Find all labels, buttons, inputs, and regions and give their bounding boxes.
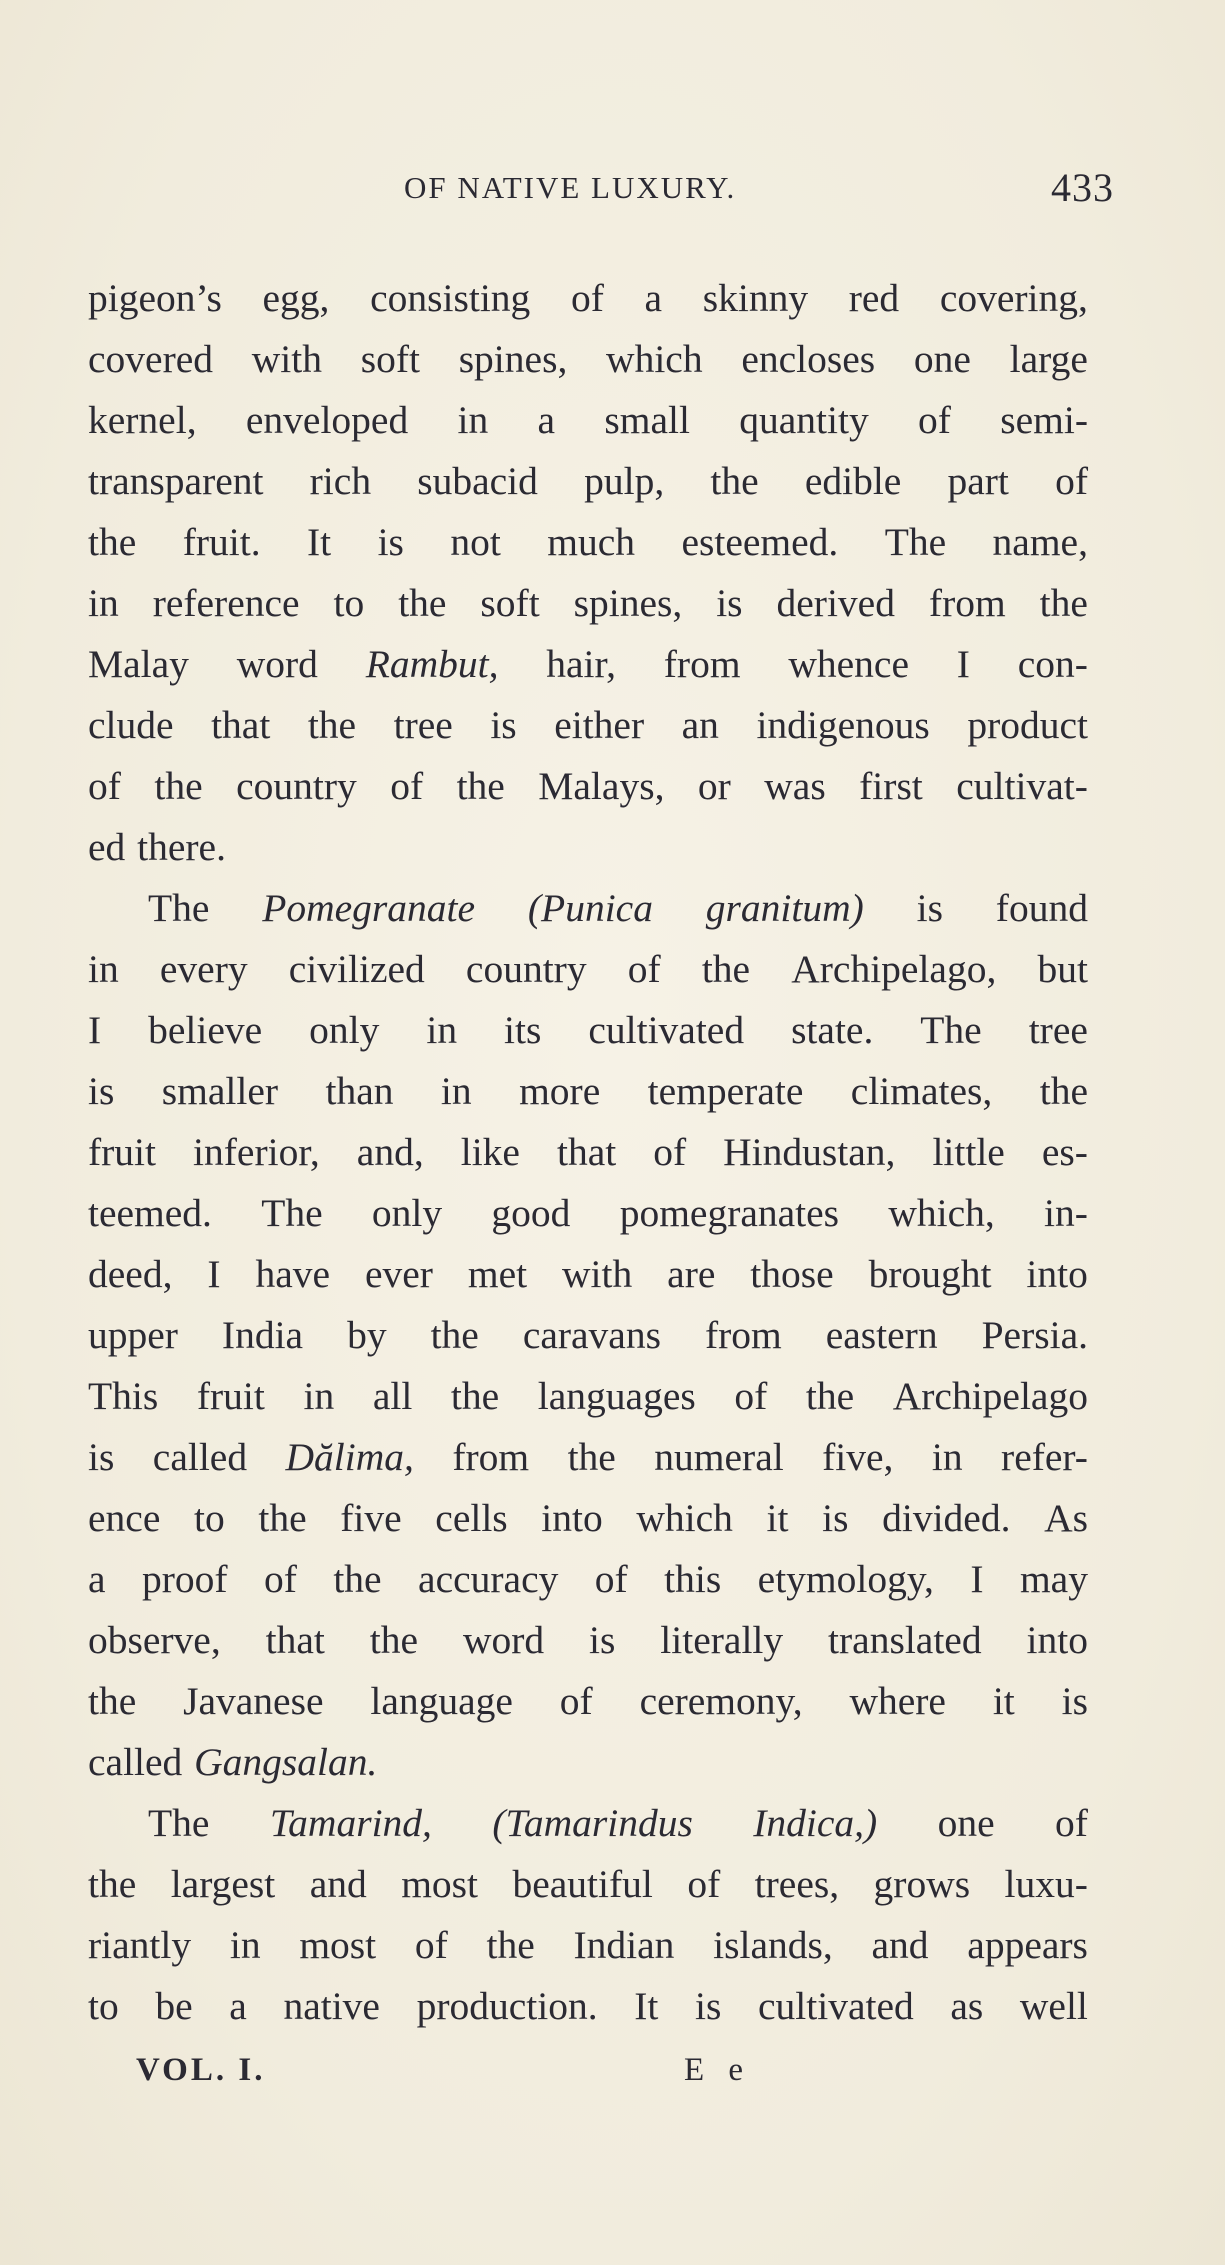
word: transparent [88, 459, 264, 503]
word: of [263, 1557, 297, 1601]
word: eastern [825, 1313, 938, 1357]
word: every [159, 947, 248, 991]
word: called [88, 1740, 183, 1784]
word: have [255, 1252, 331, 1296]
word: country [236, 764, 357, 808]
text-line [88, 1427, 1088, 1488]
word: caravans [522, 1313, 661, 1357]
word: The [884, 520, 947, 564]
word: word [462, 1618, 545, 1662]
word: divided. [882, 1496, 1011, 1540]
text-line [88, 1976, 1088, 2037]
word: appears [967, 1923, 1088, 1967]
word: the [369, 1618, 419, 1662]
word: ed [88, 825, 126, 869]
word: five, [822, 1435, 894, 1479]
word: first [859, 764, 923, 808]
word: Indica,) [753, 1801, 878, 1845]
word: is [1061, 1679, 1088, 1723]
word: more [519, 1069, 601, 1113]
word: in [426, 1008, 458, 1052]
word: The [148, 886, 210, 930]
text-line [88, 1122, 1088, 1183]
word: is [695, 1984, 722, 2028]
text-line [88, 1488, 1088, 1549]
text-line [88, 1671, 1088, 1732]
text-line [88, 1610, 1088, 1671]
word: small [604, 398, 690, 442]
word: of [1055, 459, 1088, 503]
word: the [398, 581, 447, 625]
word: in [440, 1069, 472, 1113]
word: with [251, 337, 322, 381]
word: the [486, 1923, 535, 1967]
word: translated [828, 1618, 982, 1662]
signature-mark: E e [684, 2052, 752, 2088]
word: egg, [262, 276, 330, 320]
word: climates, [850, 1069, 993, 1113]
word: of [390, 764, 424, 808]
word: clude [88, 703, 174, 747]
word: a [88, 1557, 106, 1601]
word: spines, [573, 581, 683, 625]
text-line [88, 817, 1088, 878]
text-line [88, 268, 1088, 329]
word: the [88, 520, 137, 564]
text-line [88, 1732, 1088, 1793]
word: is [716, 581, 743, 625]
word: It [307, 520, 332, 564]
word: As [1044, 1496, 1088, 1540]
word: five [340, 1496, 402, 1540]
word: not [450, 520, 501, 564]
word: but [1037, 947, 1088, 991]
word: where [849, 1679, 946, 1723]
word: in [457, 398, 489, 442]
word: Archipelago, [791, 947, 997, 991]
word: most [299, 1923, 377, 1967]
word: is [377, 520, 404, 564]
word: of [734, 1374, 768, 1418]
word: in [931, 1435, 963, 1479]
word: is [88, 1069, 115, 1113]
word: derived [776, 581, 895, 625]
word: as [950, 1984, 984, 2028]
word: one [913, 337, 971, 381]
word: I [207, 1252, 221, 1296]
word: of [653, 1130, 687, 1174]
word: from [452, 1435, 530, 1479]
word: name, [992, 520, 1088, 564]
word: a [229, 1984, 247, 2028]
word: fruit [196, 1374, 265, 1418]
word: The [148, 1801, 210, 1845]
word: temperate [647, 1069, 804, 1113]
word: teemed. [88, 1191, 212, 1235]
word: luxu- [1004, 1862, 1088, 1906]
word: good [491, 1191, 571, 1235]
word: consisting [370, 276, 531, 320]
running-head [88, 165, 1114, 218]
word: etymology, [757, 1557, 934, 1601]
word: is [916, 886, 943, 930]
word: of [570, 276, 604, 320]
word: with [562, 1252, 633, 1296]
word: pomegranates [619, 1191, 840, 1235]
word: only [309, 1008, 380, 1052]
word: the [701, 947, 751, 991]
word: inferior, [193, 1130, 320, 1174]
text-line [88, 1000, 1088, 1061]
word: proof [141, 1557, 228, 1601]
word: in [88, 947, 119, 991]
word: pigeon’s [88, 276, 222, 320]
word: from [928, 581, 1006, 625]
word: I [88, 1008, 102, 1052]
word: smaller [161, 1069, 279, 1113]
word: grows [873, 1862, 971, 1906]
word: in [88, 581, 119, 625]
word: well [1019, 1984, 1088, 2028]
word: the [1039, 1069, 1088, 1113]
word: Persia. [981, 1313, 1088, 1357]
word: which, [888, 1191, 995, 1235]
word: this [664, 1557, 722, 1601]
word: cultivated [757, 1984, 914, 2028]
word: observe, [88, 1618, 221, 1662]
word: edible [804, 459, 902, 503]
word: are [667, 1252, 716, 1296]
word: native [283, 1984, 380, 2028]
word: of [414, 1923, 448, 1967]
word: be [155, 1984, 193, 2028]
word: cells [435, 1496, 508, 1540]
word: brought [868, 1252, 992, 1296]
word: tree [393, 703, 453, 747]
text-line [88, 1793, 1088, 1854]
word: (Punica [527, 886, 653, 930]
word: literally [660, 1618, 784, 1662]
word: fruit [88, 1130, 157, 1174]
word: is [88, 1435, 115, 1479]
word: is [822, 1496, 849, 1540]
word: ceremony, [639, 1679, 803, 1723]
word: only [371, 1191, 443, 1235]
word: fruit. [182, 520, 261, 564]
word: of [1055, 1801, 1088, 1845]
word: hair, [546, 642, 616, 686]
text-line [88, 1915, 1088, 1976]
word: granitum) [705, 886, 864, 930]
word: large [1009, 337, 1088, 381]
word: soft [480, 581, 540, 625]
word: that [211, 703, 271, 747]
word: is [490, 703, 517, 747]
word: may [1019, 1557, 1088, 1601]
word: one [937, 1801, 995, 1845]
word: state. [791, 1008, 874, 1052]
text-line [88, 1061, 1088, 1122]
running-title: OF NATIVE LUXURY. [404, 170, 737, 205]
word: Javanese [183, 1679, 324, 1723]
word: to [193, 1496, 225, 1540]
word: or [697, 764, 731, 808]
word: the [567, 1435, 616, 1479]
word: of [687, 1862, 721, 1906]
word: it [992, 1679, 1015, 1723]
word: red [848, 276, 900, 320]
text-line [88, 1244, 1088, 1305]
word: upper [88, 1313, 178, 1357]
word: skinny [702, 276, 809, 320]
word: is [589, 1618, 616, 1662]
word: and [309, 1862, 367, 1906]
word: islands, [713, 1923, 833, 1967]
word: Malay [88, 642, 189, 686]
word: into [1026, 1252, 1088, 1296]
word: of [88, 764, 121, 808]
word: India [221, 1313, 304, 1357]
word: esteemed. [681, 520, 839, 564]
word: of [627, 947, 661, 991]
page-footer [136, 2052, 776, 2102]
word: pulp, [584, 459, 665, 503]
word: covering, [939, 276, 1088, 320]
text-line [88, 390, 1088, 451]
word: language [370, 1679, 513, 1723]
word: accuracy [418, 1557, 559, 1601]
word: of [918, 398, 951, 442]
word: covered [88, 337, 213, 381]
word: much [547, 520, 636, 564]
word: which [606, 337, 703, 381]
text-line [88, 1549, 1088, 1610]
word: believe [148, 1008, 263, 1052]
word: It [634, 1984, 659, 2028]
text-line [88, 878, 1088, 939]
word: soft [360, 337, 420, 381]
word: the [88, 1862, 137, 1906]
word: the [258, 1496, 307, 1540]
word: a [537, 398, 556, 442]
word: from [663, 642, 741, 686]
word: subacid [417, 459, 538, 503]
word: quantity [739, 398, 869, 442]
word: an [681, 703, 719, 747]
word: I [970, 1557, 984, 1601]
word: the [154, 764, 203, 808]
word: called [152, 1435, 248, 1479]
word: Archipelago [892, 1374, 1088, 1418]
word: the [805, 1374, 855, 1418]
word: the [450, 1374, 500, 1418]
text-line [88, 451, 1088, 512]
word: trees, [754, 1862, 840, 1906]
word: ence [88, 1496, 161, 1540]
text-line [88, 939, 1088, 1000]
word: in [229, 1923, 261, 1967]
word: the [333, 1557, 382, 1601]
word: than [325, 1069, 394, 1113]
word: numeral [654, 1435, 784, 1479]
word: indigenous [756, 703, 930, 747]
word: spines, [458, 337, 568, 381]
text-line [88, 1183, 1088, 1244]
word: met [467, 1252, 528, 1296]
word: little [932, 1130, 1005, 1174]
word: by [347, 1313, 387, 1357]
body-text [88, 268, 1088, 2037]
word: Malays, [538, 764, 665, 808]
word: was [764, 764, 826, 808]
word: in [303, 1374, 335, 1418]
word: Rambut, [365, 642, 499, 686]
word: I [956, 642, 970, 686]
word: into [1026, 1618, 1088, 1662]
text-line [88, 634, 1088, 695]
word: those [750, 1252, 834, 1296]
word: of [559, 1679, 593, 1723]
text-line [88, 756, 1088, 817]
word: from [704, 1313, 782, 1357]
word: refer- [1001, 1435, 1088, 1479]
word: Hindustan, [723, 1130, 896, 1174]
word: reference [152, 581, 300, 625]
word: Indian [573, 1923, 675, 1967]
word: word [236, 642, 318, 686]
word: there. [137, 825, 226, 869]
word: con- [1017, 642, 1088, 686]
word: kernel, [88, 398, 197, 442]
word: which [636, 1496, 733, 1540]
word: whence [788, 642, 909, 686]
word: either [554, 703, 645, 747]
word: to [88, 1984, 119, 2028]
word: a [644, 276, 663, 320]
word: product [967, 703, 1088, 747]
word: the [307, 703, 357, 747]
word: beautiful [512, 1862, 653, 1906]
word: in- [1044, 1191, 1088, 1235]
word: The [920, 1008, 982, 1052]
text-line [88, 573, 1088, 634]
word: ever [364, 1252, 433, 1296]
word: and [871, 1923, 929, 1967]
word: civilized [288, 947, 425, 991]
word: es- [1041, 1130, 1088, 1174]
word: its [504, 1008, 542, 1052]
text-line [88, 695, 1088, 756]
word: cultivat- [956, 764, 1088, 808]
word: (Tamarindus [492, 1801, 693, 1845]
word: tree [1028, 1008, 1088, 1052]
word: found [995, 886, 1088, 930]
word: encloses [741, 337, 876, 381]
word: rich [309, 459, 372, 503]
text-line [88, 1305, 1088, 1366]
word: semi- [1000, 398, 1088, 442]
text-line [88, 329, 1088, 390]
word: that [556, 1130, 617, 1174]
word: of [594, 1557, 628, 1601]
word: The [261, 1191, 323, 1235]
word: the [456, 764, 505, 808]
word: to [333, 581, 365, 625]
text-line [88, 1366, 1088, 1427]
word: This [88, 1374, 159, 1418]
word: country [465, 947, 587, 991]
word: cultivated [588, 1008, 745, 1052]
word: Dălima, [285, 1435, 414, 1479]
word: languages [537, 1374, 696, 1418]
word: it [766, 1496, 789, 1540]
word: production. [416, 1984, 598, 2028]
text-line [88, 512, 1088, 573]
word: Gangsalan. [194, 1740, 378, 1784]
page-number: 433 [1051, 165, 1114, 210]
word: deed, [88, 1252, 173, 1296]
word: the [430, 1313, 479, 1357]
word: into [541, 1496, 603, 1540]
word: all [372, 1374, 413, 1418]
word: Tamarind, [269, 1801, 432, 1845]
word: the [710, 459, 759, 503]
word: largest [170, 1862, 276, 1906]
word: most [401, 1862, 479, 1906]
text-line [88, 1854, 1088, 1915]
word: riantly [88, 1923, 192, 1967]
word: part [947, 459, 1009, 503]
word: the [1039, 581, 1088, 625]
word: the [88, 1679, 137, 1723]
word: Pomegranate [262, 886, 476, 930]
word: enveloped [245, 398, 409, 442]
word: like [460, 1130, 520, 1174]
word: and, [356, 1130, 424, 1174]
word: that [265, 1618, 325, 1662]
volume-label: VOL. I. [136, 2052, 266, 2088]
